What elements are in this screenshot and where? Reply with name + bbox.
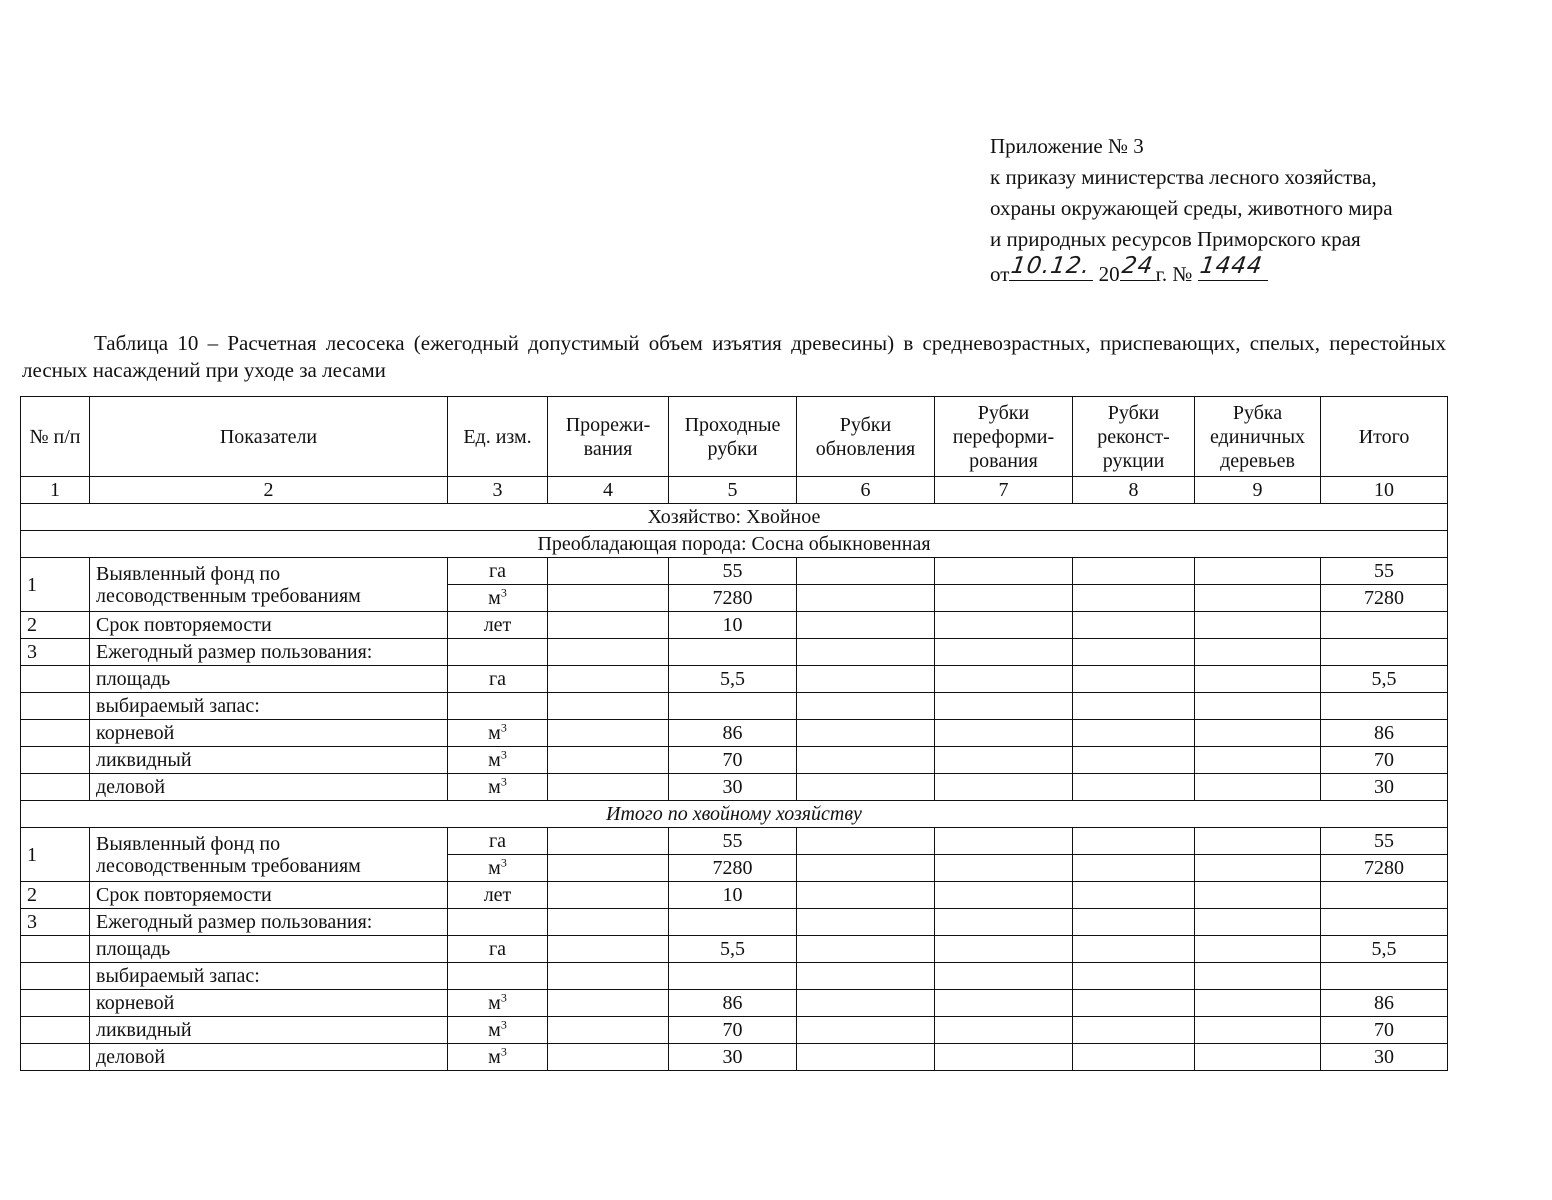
value-cell: 7280 [669, 855, 797, 882]
table-row [21, 1044, 1448, 1071]
value-cell: 5,5 [669, 936, 797, 963]
handwritten-number: 1444 [1198, 255, 1268, 281]
unit-cell: лет [448, 882, 548, 909]
table-row [21, 1017, 1448, 1044]
table-row [21, 936, 1448, 963]
header-number-row [21, 477, 1448, 504]
table-row [21, 909, 1448, 936]
row-label: корневой [90, 720, 448, 747]
col-header: Рубка единичных деревьев [1195, 397, 1321, 477]
row-number: 3 [21, 639, 90, 666]
section-title: Итого по хвойному хозяйству [21, 801, 1448, 828]
col-header: Итого [1321, 397, 1448, 477]
total-cell: 5,5 [1321, 666, 1448, 693]
unit-cell: га [448, 666, 548, 693]
total-cell: 55 [1321, 558, 1448, 585]
row-number: 3 [21, 909, 90, 936]
row-label: Срок повторяемости [90, 612, 448, 639]
row-label: выбираемый запас: [90, 963, 448, 990]
col-number: 7 [935, 477, 1073, 504]
row-label: Срок повторяемости [90, 882, 448, 909]
row-number: 2 [21, 612, 90, 639]
table-row [21, 693, 1448, 720]
row-label: Выявленный фонд по лесоводственным требованиям [90, 558, 448, 612]
total-cell: 30 [1321, 774, 1448, 801]
row-label: корневой [90, 990, 448, 1017]
value-cell: 70 [669, 1017, 797, 1044]
table-row [21, 963, 1448, 990]
handwritten-date: 10.12. [1009, 253, 1093, 279]
col-header: Показатели [90, 397, 448, 477]
value-cell: 10 [669, 612, 797, 639]
total-cell: 86 [1321, 990, 1448, 1017]
value-cell: 7280 [669, 585, 797, 612]
unit-cell: $м^3$ [448, 855, 548, 882]
col-header: Рубки переформи-рования [935, 397, 1073, 477]
unit-cell: лет [448, 612, 548, 639]
row-number: 2 [21, 882, 90, 909]
value-cell: 55 [669, 558, 797, 585]
value-cell: 10 [669, 882, 797, 909]
table-row [21, 990, 1448, 1017]
col-header: Ед. изм. [448, 397, 548, 477]
harvest-table [20, 396, 1448, 1071]
table-row [21, 774, 1448, 801]
col-header: Проходные рубки [669, 397, 797, 477]
appendix-header [990, 131, 1393, 290]
col-header: Рубки реконст-рукции [1073, 397, 1195, 477]
table-row [21, 666, 1448, 693]
col-number: 2 [90, 477, 448, 504]
unit-cell: га [448, 558, 548, 585]
total-cell: 70 [1321, 747, 1448, 774]
appendix-order-line: к приказу министерства лесного хозяйства, [990, 165, 1377, 189]
table-row [21, 558, 1448, 585]
row-label: площадь [90, 666, 448, 693]
unit-cell: $м^3$ [448, 720, 548, 747]
row-label: Ежегодный размер пользования: [90, 639, 448, 666]
value-cell: 55 [669, 828, 797, 855]
value-cell: 86 [669, 720, 797, 747]
col-header: Прорежи-вания [548, 397, 669, 477]
table-row [21, 747, 1448, 774]
year-suffix: г. № [1155, 262, 1193, 286]
section-subtitle-row [21, 531, 1448, 558]
col-number: 10 [1321, 477, 1448, 504]
col-number: 4 [548, 477, 669, 504]
handwritten-year: 24 [1119, 253, 1155, 279]
total-cell: 7280 [1321, 855, 1448, 882]
unit-cell: $м^3$ [448, 990, 548, 1017]
total-cell: 70 [1321, 1017, 1448, 1044]
unit-cell: $м^3$ [448, 1017, 548, 1044]
table-row [21, 639, 1448, 666]
row-label: деловой [90, 774, 448, 801]
col-number: 1 [21, 477, 90, 504]
table-row [21, 720, 1448, 747]
total-cell: 5,5 [1321, 936, 1448, 963]
section-title-row [21, 801, 1448, 828]
row-number: 1 [21, 558, 90, 612]
table-caption: Таблица 10 – Расчетная лесосека (ежегодный допустимый объем изъятия древесины) в средневозрастных, приспевающих, спелых, перестойных лесных насаждений при уходе за лесами [22, 331, 1446, 382]
value-cell: 30 [669, 1044, 797, 1071]
unit-cell: га [448, 828, 548, 855]
row-label: деловой [90, 1044, 448, 1071]
appendix-order-line: и природных ресурсов Приморского края [990, 227, 1361, 251]
row-label: Ежегодный размер пользования: [90, 909, 448, 936]
col-number: 8 [1073, 477, 1195, 504]
section-title: Хозяйство: Хвойное [21, 504, 1448, 531]
appendix-order-line: охраны окружающей среды, животного мира [990, 196, 1393, 220]
value-cell: 5,5 [669, 666, 797, 693]
section-subtitle: Преобладающая порода: Сосна обыкновенная [21, 531, 1448, 558]
row-number: 1 [21, 828, 90, 882]
section-title-row [21, 504, 1448, 531]
total-cell: 55 [1321, 828, 1448, 855]
section-conifer [21, 504, 1448, 801]
col-header: Рубки обновления [797, 397, 935, 477]
table-row [21, 612, 1448, 639]
unit-cell: $м^3$ [448, 774, 548, 801]
date-prefix: от [990, 262, 1010, 286]
col-number: 3 [448, 477, 548, 504]
header-row [21, 397, 1448, 477]
unit-cell: га [448, 936, 548, 963]
appendix-title: Приложение № 3 [990, 134, 1144, 158]
table-row [21, 828, 1448, 855]
col-number: 6 [797, 477, 935, 504]
value-cell: 86 [669, 990, 797, 1017]
row-label: площадь [90, 936, 448, 963]
total-cell: 86 [1321, 720, 1448, 747]
row-label: ликвидный [90, 1017, 448, 1044]
col-number: 5 [669, 477, 797, 504]
total-cell: 30 [1321, 1044, 1448, 1071]
unit-cell: $м^3$ [448, 747, 548, 774]
total-cell: 7280 [1321, 585, 1448, 612]
col-header: № п/п [21, 397, 90, 477]
table-row [21, 882, 1448, 909]
col-number: 9 [1195, 477, 1321, 504]
row-label: ликвидный [90, 747, 448, 774]
row-label: выбираемый запас: [90, 693, 448, 720]
unit-cell: $м^3$ [448, 585, 548, 612]
row-label: Выявленный фонд по лесоводственным требованиям [90, 828, 448, 882]
unit-cell: $м^3$ [448, 1044, 548, 1071]
year-prefix: 20 [1098, 262, 1120, 286]
value-cell: 70 [669, 747, 797, 774]
section-conifer-total [21, 801, 1448, 1071]
value-cell: 30 [669, 774, 797, 801]
appendix-date-line [990, 255, 1393, 290]
